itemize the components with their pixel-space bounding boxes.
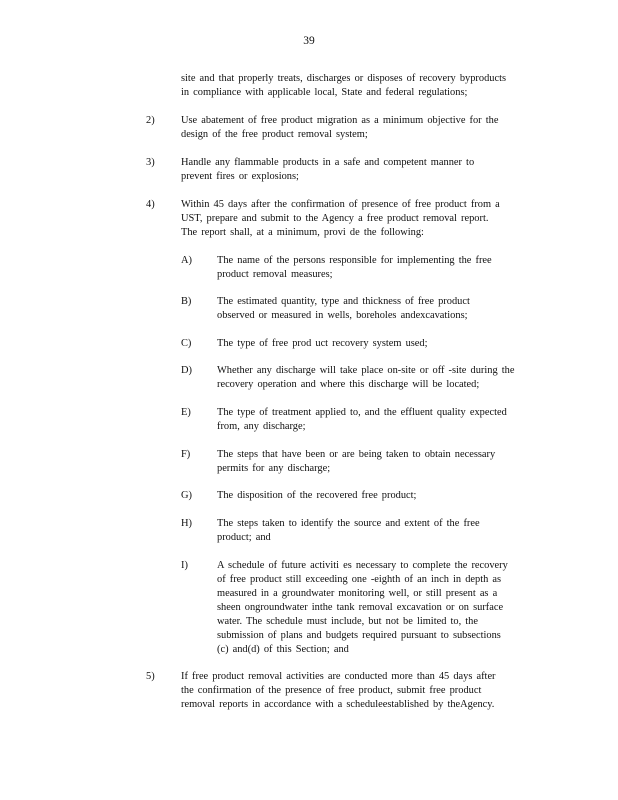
- item-number: 2): [146, 115, 155, 126]
- text-line: The name of the persons responsible for implementing the free: [217, 255, 492, 266]
- sub-item-letter: F): [181, 449, 191, 460]
- text-line: The estimated quantity, type and thickness of free product: [217, 296, 470, 307]
- text-line: Whether any discharge will take place on-site or off -site during the: [217, 365, 515, 376]
- item-number: 5): [146, 671, 155, 682]
- text-line: recovery operation and where this discharge will be located;: [217, 379, 480, 390]
- page-number: 39: [303, 35, 315, 47]
- text-line: A schedule of future activiti es necessary to complete the recovery: [217, 560, 508, 571]
- text-line: the confirmation of the presence of free product, submit free product: [181, 685, 482, 696]
- text-line: in compliance with applicable local, State and federal regulations;: [181, 87, 468, 98]
- text-line: removal reports in accordance with a scheduleestablished by theAgency.: [181, 699, 495, 710]
- sub-item-letter: H): [181, 518, 192, 529]
- item-number: 3): [146, 157, 155, 168]
- text-line: Within 45 days after the confirmation of presence of free product from a: [181, 199, 500, 210]
- sub-item-letter: A): [181, 255, 192, 266]
- item-number: 4): [146, 199, 155, 210]
- text-line: water. The schedule must include, but not be limited to, the: [217, 616, 478, 627]
- sub-item-letter: B): [181, 296, 192, 307]
- text-line: The report shall, at a minimum, provi de the following:: [181, 227, 424, 238]
- text-line: (c) and(d) of this Section; and: [217, 644, 349, 655]
- sub-item-letter: E): [181, 407, 191, 418]
- text-line: of free product still exceeding one -eighth of an inch in depth as: [217, 574, 502, 585]
- text-line: The type of free prod uct recovery system used;: [217, 338, 428, 349]
- text-line: product removal measures;: [217, 269, 333, 280]
- text-line: measured in a groundwater monitoring well, or still present as a: [217, 588, 498, 599]
- text-line: Use abatement of free product migration as a minimum objective for the: [181, 115, 499, 126]
- text-line: The type of treatment applied to, and the effluent quality expected: [217, 407, 507, 418]
- text-line: UST, prepare and submit to the Agency a free product removal report.: [181, 213, 489, 224]
- text-line: Handle any flammable products in a safe and competent manner to: [181, 157, 475, 168]
- text-line: The steps taken to identify the source and extent of the free: [217, 518, 480, 529]
- text-line: permits for any discharge;: [217, 463, 331, 474]
- text-line: product; and: [217, 532, 271, 543]
- sub-item-letter: G): [181, 490, 192, 501]
- text-line: from, any discharge;: [217, 421, 306, 432]
- text-line: If free product removal activities are conducted more than 45 days after: [181, 671, 496, 682]
- sub-item-letter: I): [181, 560, 188, 571]
- text-line: observed or measured in wells, boreholes andexcavations;: [217, 310, 468, 321]
- text-line: The disposition of the recovered free product;: [217, 490, 417, 501]
- sub-item-letter: D): [181, 365, 192, 376]
- sub-item-letter: C): [181, 338, 192, 349]
- text-line: submission of plans and budgets required pursuant to subsections: [217, 630, 501, 641]
- text-line: design of the free product removal system;: [181, 129, 368, 140]
- text-line: prevent fires or explosions;: [181, 171, 299, 182]
- text-line: The steps that have been or are being taken to obtain necessary: [217, 449, 496, 460]
- text-line: site and that properly treats, discharges or disposes of recovery byproducts: [181, 73, 506, 84]
- text-line: sheen ongroundwater inthe tank removal excavation or on surface: [217, 602, 504, 613]
